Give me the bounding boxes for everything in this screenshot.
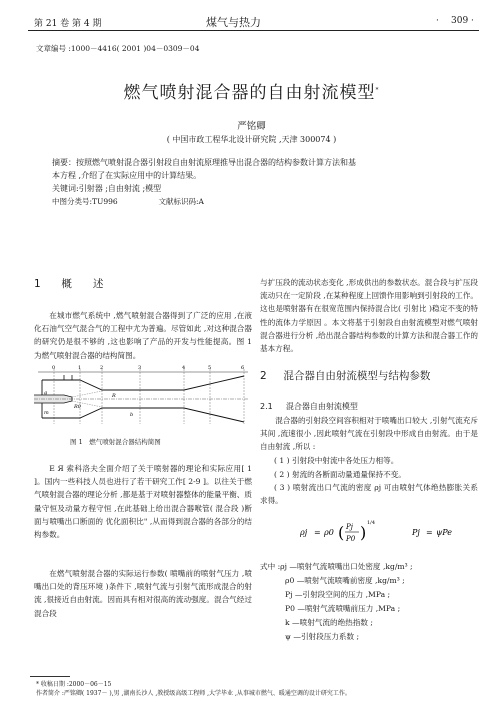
article-number: 文章编号 :1000－4416( 2001 )04－0309－04 [36,44,200,53]
figure-1-mixer-diagram [34,364,252,430]
footnote-received: * 收稿日期 :2000－06－15 [36,681,112,688]
footnote-author-bio: 作者简介 :严铭卿( 1937－ ),男 ,湖南长沙人 ,教授级高级工程师 ,大学毕业 ,从事城市燃气、暖通空调的设计研究工作。 [36,690,351,697]
abstract-block [52,156,447,208]
definition-1-row [260,560,480,573]
section-1-heading [34,276,103,291]
abstract-text-1: 按照燃气喷射混合器引射段自由射流原理推导出混合器的结构参数计算方法和基 [76,158,356,167]
author-affiliation: ( 中国市政工程华北设计研究院 ,天津 300074 ) [166,135,337,144]
eq-exponent: 1/4 [367,520,376,526]
eq-psi-Pe: ψPe [436,528,453,537]
keywords-row [52,182,447,195]
title-footnote-mark: * [375,86,380,94]
subsection-2-1-number: 2.1 [260,402,273,411]
where-label: 式中 : [260,562,281,571]
figure-1-caption: 图 1 燃气喷射混合器结构简图 [70,438,161,446]
assumption-2: ( 2 ) 射流的各断面动量通量保持不变。 [274,470,406,479]
eq-equals-1: = [314,528,321,537]
keywords-text: :引射器 ;自由射流 ;模型 [76,184,162,193]
section-2-number: 2 [260,370,267,382]
header-rule [28,30,479,31]
keywords-label: 关键词 [52,184,76,193]
eq-paren-left: ( [338,523,345,542]
fig-label-0: 0 [52,365,56,371]
fig-label-4: 4 [182,365,186,371]
definition-6: ψ —引射段压力系数 ; [285,632,360,641]
section-1-paragraph-2: E Я 索科洛夫全面介绍了关于喷射器的理论和实际应用[ 1 ]。国内一些科技人员也进行了若干研究工作[ 2-9 ]。以往关于燃气喷射混合器的理论分析 ,都是基于对喷射器整体的能量平衡、质量守恒及动量方程守恒 ,在此基础上给出混合器喉管( 混合段 )断面与喷嘴出口断面的 优化面积比" ,从而得到混合器的各部分的结构参数。 [34,464,252,540]
eq-P-j: Pj [346,523,353,531]
fig-symbol-g: g [44,390,48,396]
section-1-paragraph-1: 在城市燃气系统中 ,燃气喷射混合器得到了广泛的应用 ,在液化石油气空气混合气的工程中尤为普遍。尽管如此 ,对这种混合器的研究仍是很不够的 ,这也影响了产品的开发与性能提高。图 1 为燃气喷射混合器的结构简图。 [34,311,252,360]
fig-symbol-R0: R0 [74,404,81,410]
header-dot-right: · [471,16,474,26]
fig-symbol-m: m [44,410,49,416]
paper-title-text: 燃气喷射混合器的自由射流模型 [123,83,376,103]
assumption-3: ( 3 ) 喷射流出口气流的密度 ρj 可由喷射气体绝热膨胀关系求得。 [260,483,478,506]
fig-label-3: 3 [138,365,142,371]
section-1-number: 1 [34,278,41,290]
abstract-line-2: 本方程 ,介绍了在实际应用中的计算结果。 [52,171,202,180]
doc-code-label: 文献标识码 [158,197,196,206]
journal-name: 煤气与热力 [206,16,261,29]
doc-code: :A [195,197,204,206]
definition-4: P0 —喷射气流喷嘴前压力 ,MPa ; [285,604,401,613]
author-name: 严铭卿 [237,121,266,132]
fig-label-6: 6 [241,365,245,371]
page-number: 309 [451,16,469,26]
header-issue: 第 4 期 [72,19,102,29]
secondary-air-inlet [64,375,72,380]
fig-symbol-b: b [130,412,134,418]
definition-1: ρj —喷射气流喷嘴出口处密度 ,kg/m³ ; [280,562,413,571]
clc-label: 中图分类号 [52,197,90,206]
mixer-body-lower-wall [42,408,244,422]
section-1-title: 概 述 [61,278,104,290]
eq-equals-2: = [426,528,433,537]
eq-P-j-right: Pj [412,528,420,537]
right-paragraph-1: 与扩压段的流动状态变化 ,形成供出的参数状态。混合段与扩压段流动只在一定阶段 ,在某种程度上回馈作用影响到引射段的工作。这也是喷射器有在很宽范围内保持混合比( 引射比 )稳定不变的特性的流体力学原因 。本文将基于引射段自由射流模型对燃气喷射混合器进行分析 ,给出混合器结构参数的计算方法和混合器工作的基本方程。 [260,278,478,354]
subsection-2-1-title: 混合器自由射流模型 [285,402,358,411]
fig-label-2: 2 [100,365,104,371]
fig-label-1: 1 [78,365,82,371]
subsection-2-1-heading [260,401,358,412]
clc-code: :TU996 [89,197,118,206]
definition-2: ρ0 —喷射气流喷嘴前密度 ,kg/m³ ; [285,576,405,585]
abstract-label: 摘要 [52,158,68,167]
section-1-paragraph-3: 在燃气喷射混合器的实际运行参数( 喷嘴前的喷射气压力 ,喷嘴出口处的背压环境 )条件下 ,喷射气流与引射气流形成混合的射流 ,很接近自由射流。因而具有相对很高的流动强度。混合气经过混合段 [34,569,252,618]
definition-5: k —喷射气流的绝热指数 ; [285,618,373,627]
density-equation [300,518,480,548]
eq-paren-right: ) [360,523,367,542]
classification-row [52,195,447,208]
assumption-1: ( 1 ) 引射段中射流中各处压力相等。 [274,456,399,465]
definition-3: Pj —引射段空间的压力 ,MPa ; [285,590,391,599]
right-paragraph-2: 混合器的引射段空间容积相对于喷嘴出口较大 ,引射气流充斥其间 ,流速很小 ,因此喷射气流在引射段中形成自由射流。由于是自由射流 ,所以 : [260,416,478,452]
eq-P-0: P0 [346,535,356,543]
eq-rho-j: ρj [300,528,308,537]
paper-title [0,78,503,103]
footnote-rule [30,676,70,677]
section-2-heading [260,368,430,383]
fig-symbol-R: R [112,393,116,399]
header-volume: 第 21 卷 [34,19,70,29]
header-dot-left: · [436,16,439,26]
abstract-line-1: 摘要：按照燃气喷射混合器引射段自由射流原理推导出混合器的结构参数计算方法和基 [52,158,356,167]
eq-rho-0: ρ0 [324,528,334,537]
fig-label-5: 5 [208,365,212,371]
section-2-title: 混合器自由射流模型与结构参数 [283,370,431,382]
